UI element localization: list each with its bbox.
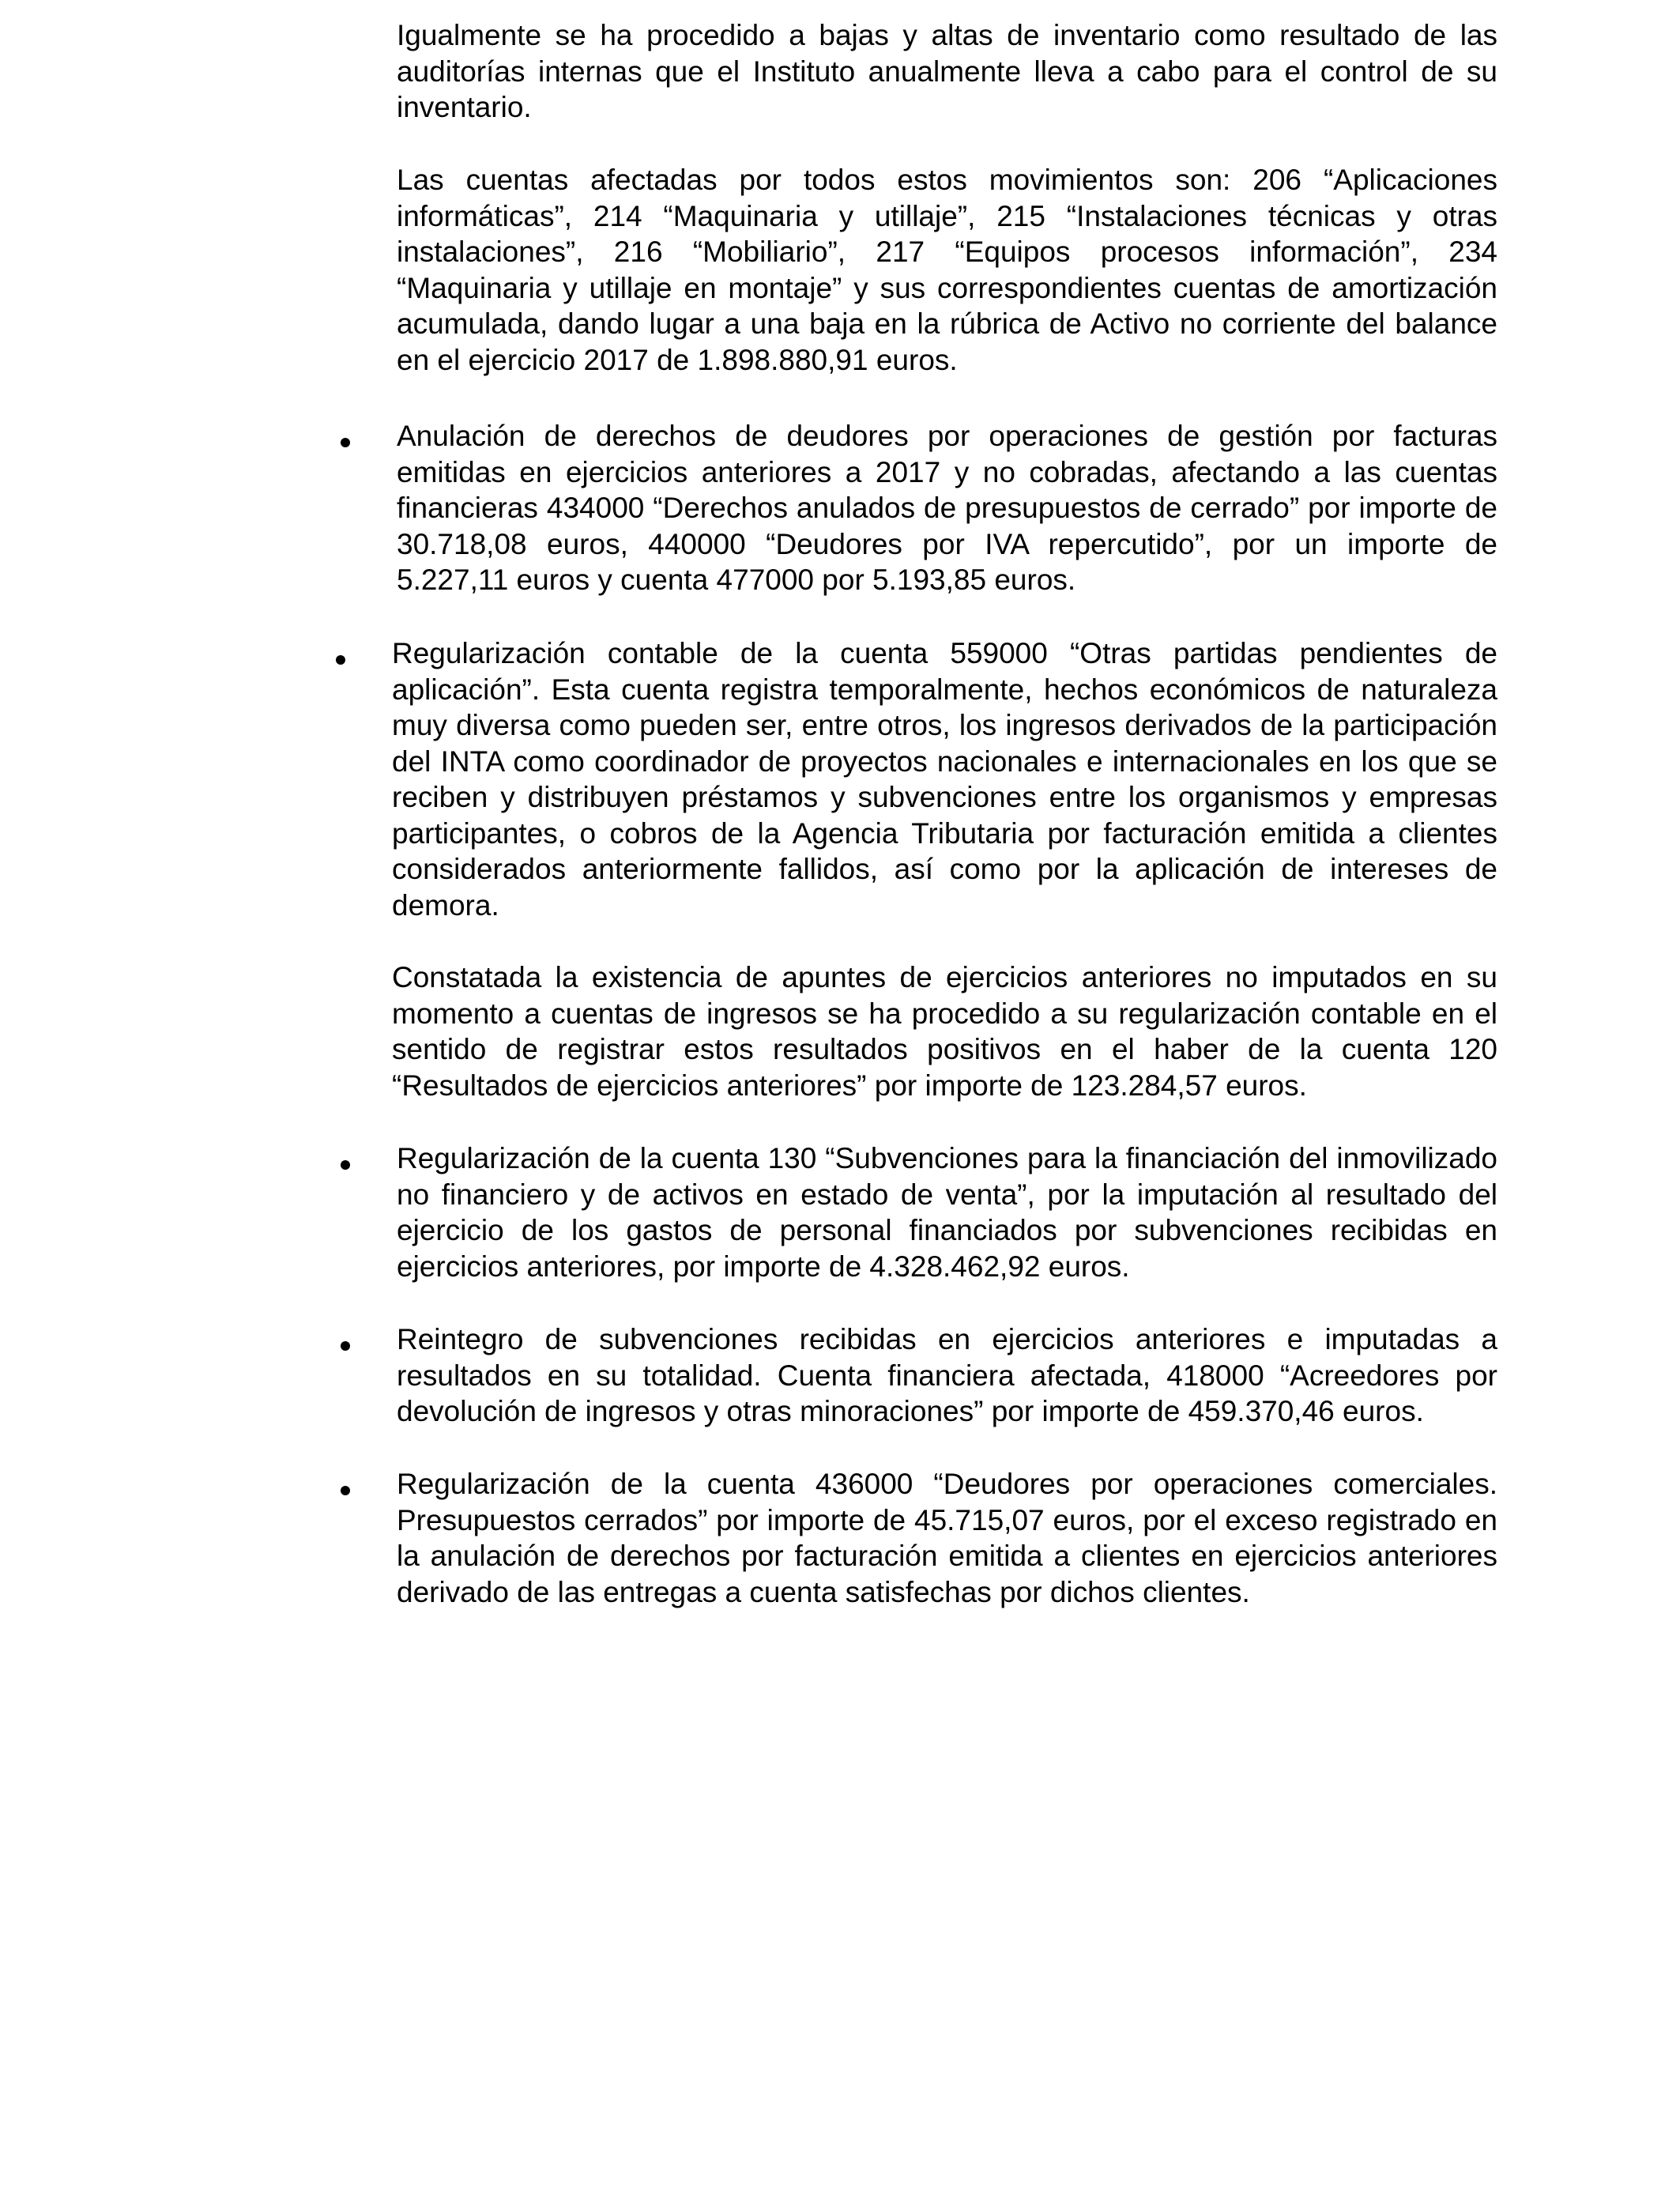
bullet-text-reintegro: Reintegro de subvenciones recibidas en ejercicios anteriores e imputadas a resultados en su totalidad. Cuenta financiera afectada, 418000 “Acreedores por devolución de ingresos y otras minoraciones” por importe de 459.370,46 euros. <box>397 1323 1497 1427</box>
bullet-icon <box>336 655 345 665</box>
bullet-icon <box>341 1160 350 1170</box>
intro-paragraph: Igualmente se ha procedido a bajas y altas de inventario como resultado de las auditorías internas que el Instituto anualmente lleva a cabo para el control de su inventario. <box>397 19 1497 123</box>
bullet-text-cuenta-436000: Regularización de la cuenta 436000 “Deudores por operaciones comerciales. Presupuestos cerrados” por importe de 45.715,07 euros, por el exceso registrado en la anulación de derechos por facturación emitida a clientes en ejercicios anteriores derivado de las entregas a cuenta satisfechas por dichos clientes. <box>397 1468 1497 1608</box>
bullet-continuation-paragraph: Constatada la existencia de apuntes de ejercicios anteriores no imputados en su momento a cuentas de ingresos se ha procedido a su regularización contable en el sentido de registrar estos resultados positivos en el haber de la cuenta 120 “Resultados de ejercicios anteriores” por importe de 123.284,57 euros. <box>392 961 1497 1102</box>
bullet-icon <box>341 1486 350 1495</box>
bullet-icon <box>341 438 350 447</box>
accounts-paragraph: Las cuentas afectadas por todos estos movimientos son: 206 “Aplicaciones informáticas”, 214 “Maquinaria y utillaje”, 215 “Instalaciones técnicas y otras instalaciones”, 216 “Mobiliario”, 217 “Equipos procesos información”, 234 “Maquinaria y utillaje en montaje” y sus correspondientes cuentas de amortización acumulada, dando lugar a una baja en la rúbrica de Activo no corriente del balance en el ejercicio 2017 de 1.898.880,91 euros. <box>397 164 1497 376</box>
bullet-text-anulacion: Anulación de derechos de deudores por operaciones de gestión por facturas emitidas en ejercicios anteriores a 2017 y no cobradas, afectando a las cuentas financieras 434000 “Derechos anulados de presupuestos de cerrado” por importe de 30.718,08 euros, 440000 “Deudores por IVA repercutido”, por un importe de 5.227,11 euros y cuenta 477000 por 5.193,85 euros. <box>397 420 1497 596</box>
bullet-icon <box>341 1341 350 1351</box>
bullet-text-cuenta-130: Regularización de la cuenta 130 “Subvenciones para la financiación del inmovilizado no financiero y de activos en estado de venta”, por la imputación al resultado del ejercicio de los gastos de personal financiados por subvenciones recibidas en ejercicios anteriores, por importe de 4.328.462,92 euros. <box>397 1142 1497 1283</box>
bullet-text-regularizacion-559000: Regularización contable de la cuenta 559000 “Otras partidas pendientes de aplicación”. Esta cuenta registra temporalmente, hechos económicos de naturaleza muy diversa como pueden ser, entre otros, los ingresos derivados de la participación del INTA como coordinador de proyectos nacionales e internacionales en los que se reciben y distribuyen préstamos y subvenciones entre los organismos y empresas participantes, o cobros de la Agencia Tributaria por facturación emitida a clientes considerados anteriormente fallidos, así como por la aplicación de intereses de demora. <box>392 637 1497 922</box>
